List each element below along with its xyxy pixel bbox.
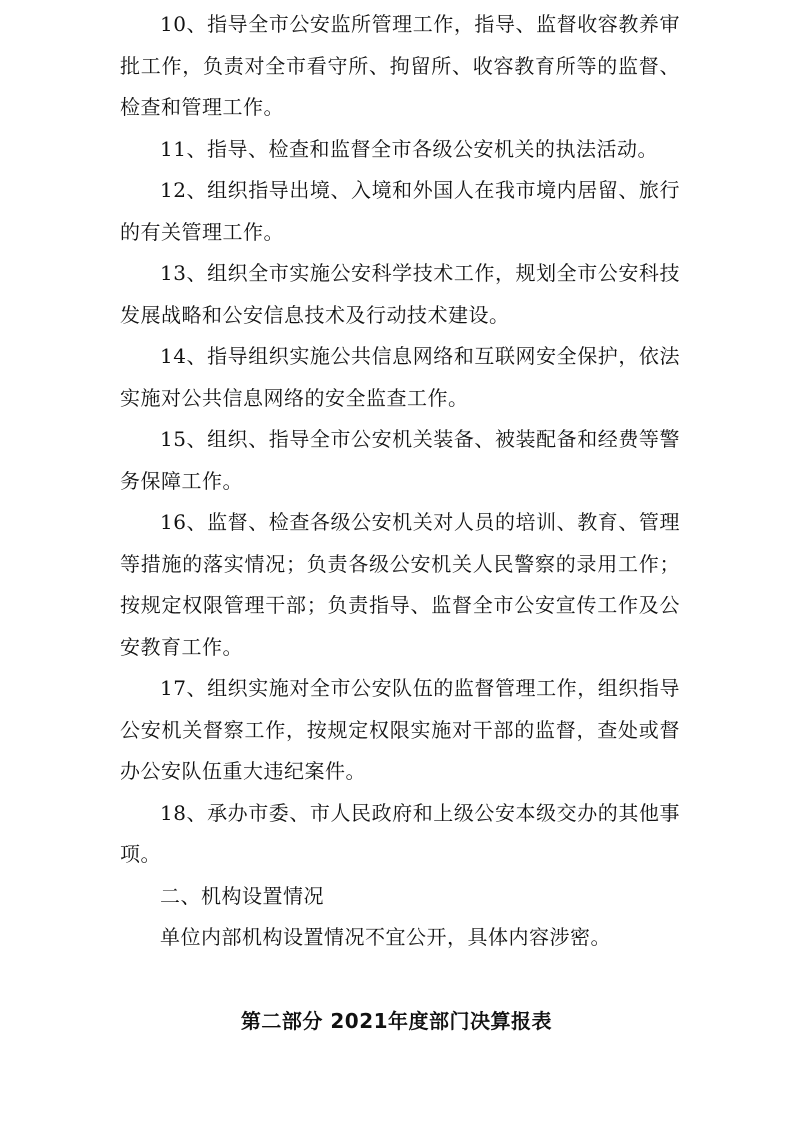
section-heading: 二、机构设置情况 xyxy=(160,883,324,908)
document-body xyxy=(120,4,680,959)
duty-item-16: 16、监督、检查各级公安机关对人员的培训、教育、管理等措施的落实情况；负责各级公安机关人民警察的录用工作；按规定权限管理干部；负责指导、监督全市公安宣传工作及公安教育工作。 xyxy=(120,510,680,659)
duty-item-12: 12、组织指导出境、入境和外国人在我市境内居留、旅行的有关管理工作。 xyxy=(120,178,680,244)
duty-item-18: 18、承办市委、市人民政府和上级公安本级交办的其他事项。 xyxy=(120,800,680,866)
part-heading: 第二部分 2021年度部门决算报表 xyxy=(240,1009,553,1033)
section-text: 单位内部机构设置情况不宜公开，具体内容涉密。 xyxy=(160,925,611,949)
duty-item-11: 11、指导、检查和监督全市各级公安机关的执法活动。 xyxy=(160,136,658,161)
duty-item-14: 14、指导组织实施公共信息网络和互联网安全保护，依法实施对公共信息网络的安全监查工作。 xyxy=(120,344,680,410)
duty-item-17: 17、组织实施对全市公安队伍的监督管理工作，组织指导公安机关督察工作，按规定权限实施对干部的监督，查处或督办公安队伍重大违纪案件。 xyxy=(120,676,680,783)
duty-item-13: 13、组织全市实施公安科学技术工作，规划全市公安科技发展战略和公安信息技术及行动技术建设。 xyxy=(120,261,680,327)
duty-item-15: 15、组织、指导全市公安机关装备、被装配备和经费等警务保障工作。 xyxy=(120,427,680,493)
duty-item-10: 10、指导全市公安监所管理工作，指导、监督收容教养审批工作，负责对全市看守所、拘留所、收容教育所等的监督、检查和管理工作。 xyxy=(120,12,680,119)
